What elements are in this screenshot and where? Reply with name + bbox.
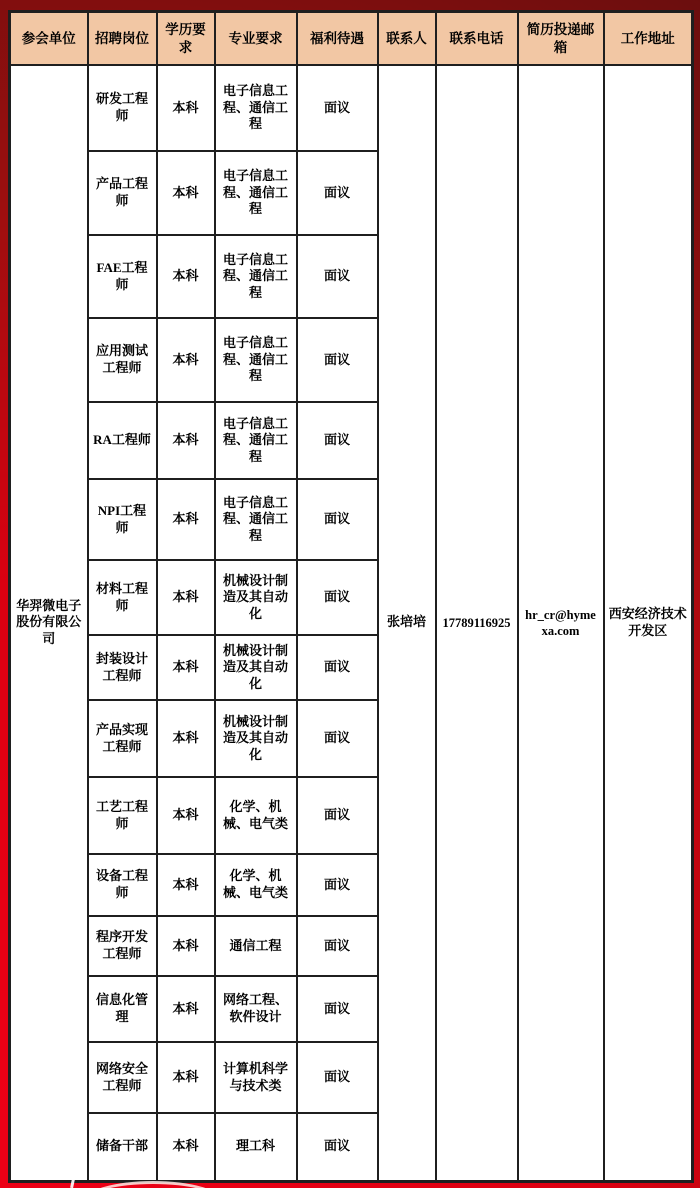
salary-cell: 面议 — [297, 700, 378, 777]
header-work-address: 工作地址 — [604, 12, 693, 66]
contact-email-cell: hr_cr@hymexa.com — [518, 65, 604, 1181]
salary-cell: 面议 — [297, 916, 378, 976]
ribbon-tick-decoration — [70, 1179, 75, 1188]
salary-cell: 面议 — [297, 777, 378, 854]
table-row — [10, 65, 693, 151]
position-cell: 材料工程师 — [88, 560, 157, 635]
education-cell: 本科 — [157, 1042, 215, 1113]
major-cell: 理工科 — [215, 1113, 297, 1181]
header-education: 学历要求 — [157, 12, 215, 66]
salary-cell: 面议 — [297, 976, 378, 1042]
salary-cell: 面议 — [297, 1042, 378, 1113]
education-cell: 本科 — [157, 402, 215, 479]
education-cell: 本科 — [157, 976, 215, 1042]
header-row — [10, 12, 693, 66]
position-cell: NPI工程师 — [88, 479, 157, 560]
position-cell: 封装设计工程师 — [88, 635, 157, 700]
education-cell: 本科 — [157, 235, 215, 318]
position-cell: FAE工程师 — [88, 235, 157, 318]
position-cell: 产品工程师 — [88, 151, 157, 235]
position-cell: 储备干部 — [88, 1113, 157, 1181]
position-cell: 程序开发工程师 — [88, 916, 157, 976]
major-cell: 通信工程 — [215, 916, 297, 976]
major-cell: 电子信息工程、通信工程 — [215, 235, 297, 318]
major-cell: 电子信息工程、通信工程 — [215, 65, 297, 151]
salary-cell: 面议 — [297, 479, 378, 560]
education-cell: 本科 — [157, 151, 215, 235]
education-cell: 本科 — [157, 1113, 215, 1181]
position-cell: 研发工程师 — [88, 65, 157, 151]
major-cell: 化学、机械、电气类 — [215, 777, 297, 854]
salary-cell: 面议 — [297, 402, 378, 479]
salary-cell: 面议 — [297, 318, 378, 402]
position-cell: RA工程师 — [88, 402, 157, 479]
major-cell: 机械设计制造及其自动化 — [215, 700, 297, 777]
salary-cell: 面议 — [297, 635, 378, 700]
recruitment-table — [8, 10, 694, 1183]
position-cell: 应用测试工程师 — [88, 318, 157, 402]
education-cell: 本科 — [157, 318, 215, 402]
major-cell: 电子信息工程、通信工程 — [215, 318, 297, 402]
major-cell: 计算机科学与技术类 — [215, 1042, 297, 1113]
major-cell: 电子信息工程、通信工程 — [215, 402, 297, 479]
header-major: 专业要求 — [215, 12, 297, 66]
header-resume-email: 简历投递邮箱 — [518, 12, 604, 66]
education-cell: 本科 — [157, 65, 215, 151]
education-cell: 本科 — [157, 635, 215, 700]
education-cell: 本科 — [157, 479, 215, 560]
position-cell: 工艺工程师 — [88, 777, 157, 854]
position-cell: 产品实现工程师 — [88, 700, 157, 777]
major-cell: 化学、机械、电气类 — [215, 854, 297, 916]
education-cell: 本科 — [157, 700, 215, 777]
position-cell: 信息化管理 — [88, 976, 157, 1042]
salary-cell: 面议 — [297, 1113, 378, 1181]
company-cell: 华羿微电子股份有限公司 — [10, 65, 88, 1181]
contact-phone-cell: 17789116925 — [436, 65, 518, 1181]
header-contact-person: 联系人 — [378, 12, 436, 66]
major-cell: 机械设计制造及其自动化 — [215, 635, 297, 700]
salary-cell: 面议 — [297, 560, 378, 635]
major-cell: 电子信息工程、通信工程 — [215, 151, 297, 235]
position-cell: 设备工程师 — [88, 854, 157, 916]
work-address-cell: 西安经济技术开发区 — [604, 65, 693, 1181]
header-position: 招聘岗位 — [88, 12, 157, 66]
major-cell: 机械设计制造及其自动化 — [215, 560, 297, 635]
education-cell: 本科 — [157, 777, 215, 854]
major-cell: 网络工程、软件设计 — [215, 976, 297, 1042]
major-cell: 电子信息工程、通信工程 — [215, 479, 297, 560]
salary-cell: 面议 — [297, 235, 378, 318]
table-body — [10, 65, 693, 1181]
salary-cell: 面议 — [297, 65, 378, 151]
header-company: 参会单位 — [10, 12, 88, 66]
salary-cell: 面议 — [297, 151, 378, 235]
education-cell: 本科 — [157, 560, 215, 635]
header-contact-phone: 联系电话 — [436, 12, 518, 66]
education-cell: 本科 — [157, 916, 215, 976]
salary-cell: 面议 — [297, 854, 378, 916]
contact-person-cell: 张培培 — [378, 65, 436, 1181]
position-cell: 网络安全工程师 — [88, 1042, 157, 1113]
education-cell: 本科 — [157, 854, 215, 916]
header-salary: 福利待遇 — [297, 12, 378, 66]
